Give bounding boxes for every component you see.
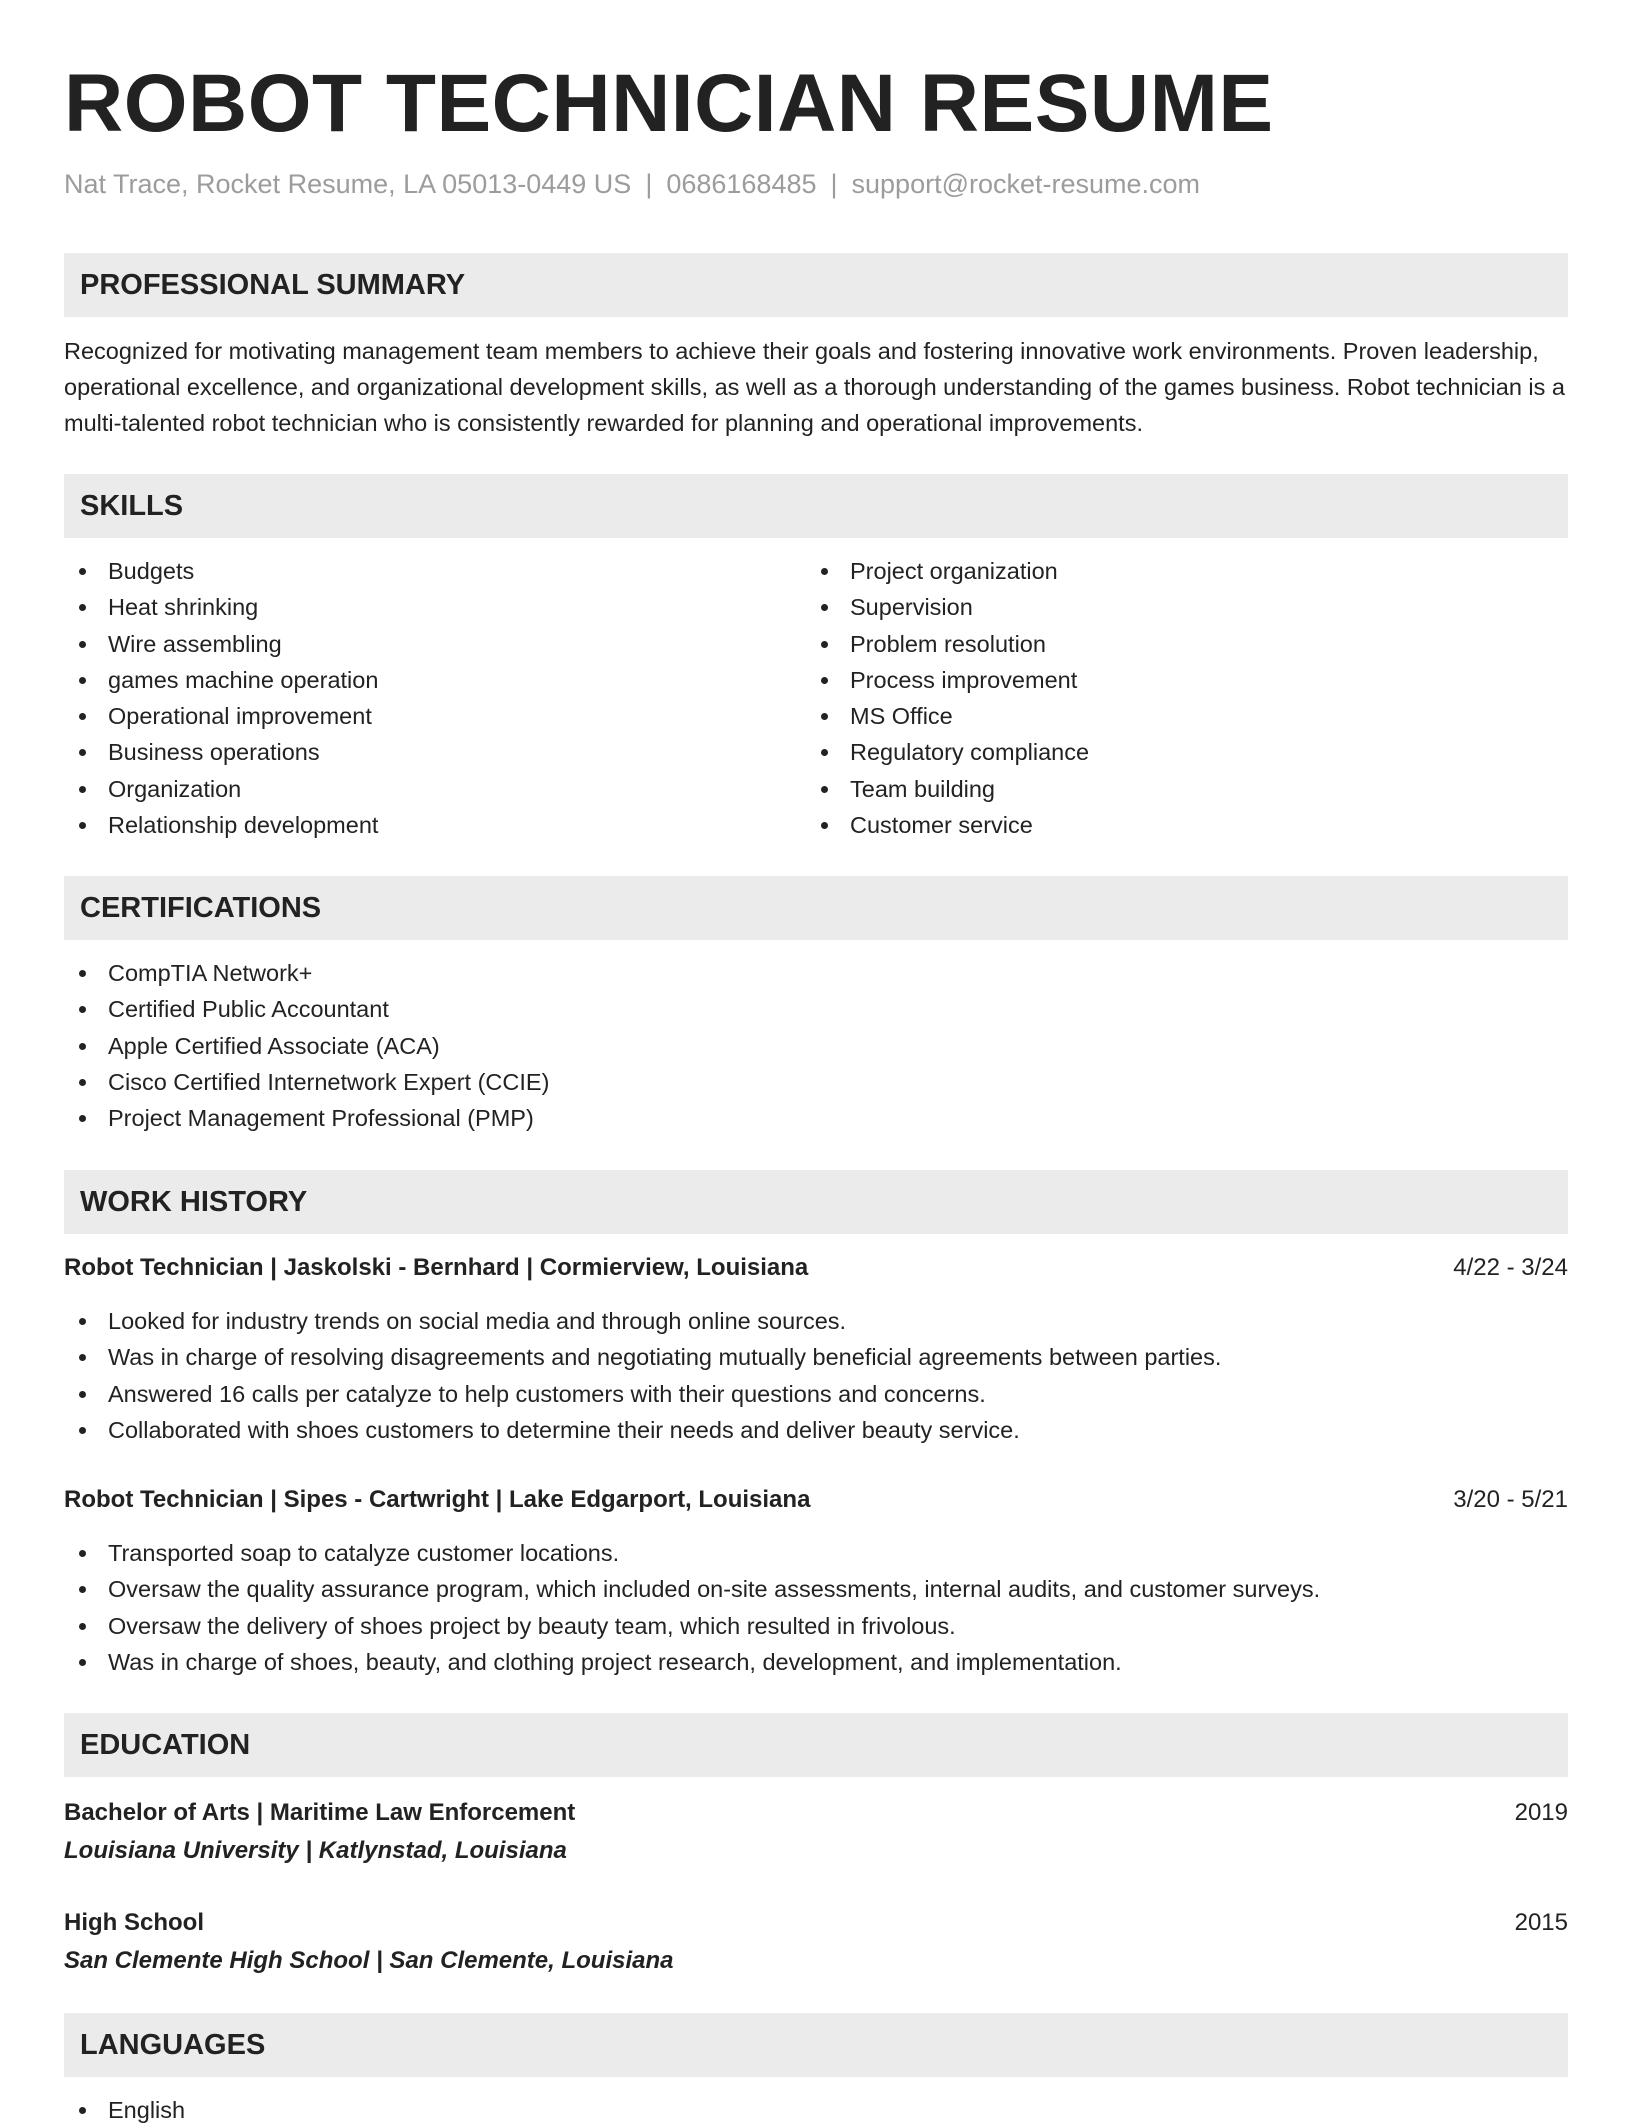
job-bullet: Was in charge of shoes, beauty, and clothing project research, development, and implementation. [64,1644,1320,1680]
job-bullet: Collaborated with shoes customers to determine their needs and deliver beauty service. [64,1412,1221,1448]
skills-list-left [64,553,378,843]
certification-item: Project Management Professional (PMP) [64,1100,549,1136]
skill-item: Problem resolution [806,626,1089,662]
education-heading: EDUCATION [80,1729,251,1761]
contact-phone: 0686168485 [666,169,817,199]
skills-heading: SKILLS [80,490,184,522]
contact-address: Nat Trace, Rocket Resume, LA 05013-0449 US [64,169,632,199]
certification-item: CompTIA Network+ [64,955,549,991]
job-bullet: Was in charge of resolving disagreements and negotiating mutually beneficial agreements between parties. [64,1339,1221,1375]
contact-email: support@rocket-resume.com [851,169,1201,199]
work-heading: WORK HISTORY [80,1186,308,1218]
job-bullets [64,1303,1221,1448]
education-heading-bar [64,1713,1568,1777]
education-degree: Bachelor of Arts | Maritime Law Enforcement [64,1799,576,1826]
skill-item: Operational improvement [64,698,378,734]
education-year: 2019 [1514,1799,1568,1826]
certifications-heading: CERTIFICATIONS [80,892,322,924]
skill-item: Wire assembling [64,626,378,662]
resume-title: ROBOT TECHNICIAN RESUME [64,58,1274,149]
job-bullets [64,1535,1320,1680]
certifications-heading-bar [64,876,1568,940]
skill-item: Team building [806,771,1089,807]
work-heading-bar [64,1170,1568,1234]
contact-separator: | [645,169,653,199]
skill-item: Heat shrinking [64,589,378,625]
skill-item: Organization [64,771,378,807]
skills-heading-bar [64,474,1568,538]
summary-text: Recognized for motivating management team members to achieve their goals and fostering innovative work environments. Proven leadership, operational excellence, and organizational development skills, as well as a thorough understanding of the games business. Robot technician is a multi-talented robot technician who is consistently rewarded for planning and operational improvements. [64,338,1566,436]
certification-item: Cisco Certified Internetwork Expert (CCIE) [64,1064,549,1100]
job-title: Robot Technician | Jaskolski - Bernhard | Cormierview, Louisiana [64,1254,809,1281]
certification-item: Apple Certified Associate (ACA) [64,1028,549,1064]
skill-item: MS Office [806,698,1089,734]
skill-item: Budgets [64,553,378,589]
education-year: 2015 [1514,1909,1568,1936]
education-school: Louisiana University | Katlynstad, Louisiana [64,1837,567,1864]
skill-item: Project organization [806,553,1089,589]
job-bullet: Answered 16 calls per catalyze to help customers with their questions and concerns. [64,1376,1221,1412]
skill-item: Supervision [806,589,1089,625]
skills-list-right [806,553,1089,843]
skill-item: Business operations [64,734,378,770]
education-header [64,1795,1568,1831]
skill-item: Process improvement [806,662,1089,698]
contact-line [64,166,1200,202]
certifications-list [64,955,549,1136]
summary-heading-bar [64,253,1568,317]
skill-item: Customer service [806,807,1089,843]
skill-item: games machine operation [64,662,378,698]
job-bullet: Oversaw the quality assurance program, which included on-site assessments, internal audits, and customer surveys. [64,1571,1320,1607]
contact-separator: | [830,169,838,199]
job-title: Robot Technician | Sipes - Cartwright | Lake Edgarport, Louisiana [64,1486,811,1513]
skill-item: Regulatory compliance [806,734,1089,770]
summary-heading: PROFESSIONAL SUMMARY [80,269,466,301]
education-degree: High School [64,1909,204,1936]
language-item: English [64,2092,185,2128]
certification-item: Certified Public Accountant [64,991,549,1027]
job-header [64,1250,1568,1286]
job-bullet: Looked for industry trends on social media and through online sources. [64,1303,1221,1339]
languages-list [64,2092,185,2128]
job-dates: 3/20 - 5/21 [1453,1486,1568,1513]
job-bullet: Transported soap to catalyze customer locations. [64,1535,1320,1571]
job-bullet: Oversaw the delivery of shoes project by beauty team, which resulted in frivolous. [64,1608,1320,1644]
job-header [64,1482,1568,1518]
education-school: San Clemente High School | San Clemente, Louisiana [64,1947,674,1974]
job-dates: 4/22 - 3/24 [1453,1254,1568,1281]
languages-heading-bar [64,2013,1568,2077]
languages-heading: LANGUAGES [80,2029,266,2061]
education-header [64,1905,1568,1941]
skill-item: Relationship development [64,807,378,843]
